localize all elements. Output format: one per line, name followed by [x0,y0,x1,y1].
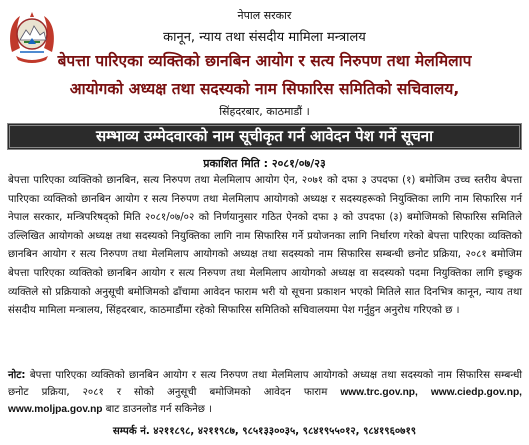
secretariat-title-line2: आयोगको अध्यक्ष तथा सदस्यको नाम सिफारिस समितिको सचिवालय, [69,80,460,98]
notice-body: बेपत्ता पारिएका व्यक्तिको छानबिन, सत्य निरुपण तथा मेलमिलाप आयोग ऐन, २०७१ को दफा ३ उपदफा (१) बमोजिम उच्च स्तरीय बेपत्ता पारिएका व्यक्तिको छानबिन आयोग र सत्य निरुपण तथा मेलमिलाप आयोगको अध्यक्ष र सदस्यहरूको नियुक्तिका लागि नाम सिफारिस गर्न नेपाल सरकार, मन्त्रिपरिषद्को मिति २०८१/०७/०२ को निर्णयानुसार गठित ऐनको दफा ३ को उपदफा (३) बमोजिमको सिफारिस समितिले उल्लिखित आयोगको अध्यक्ष तथा सदस्यको नियुक्तिका लागि नाम सिफारिस गर्ने प्रयोजनका लागि निर्धारण गरेको बेपत्ता पारिएका व्यक्तिको छानबिन आयोग र सत्य निरुपण तथा मेलमिलाप आयोगको अध्यक्ष तथा सदस्यको नाम सिफारिस सम्बन्धी छनोट प्रक्रिया, २०८१ बमोजिम बेपत्ता पारिएका व्यक्तिको छानबिन आयोग र सत्य निरुपण तथा मेलमिलाप आयोगको अध्यक्ष वा सदस्यको पदमा नियुक्तिका लागि इच्छुक व्यक्तिले सो प्रक्रियाको अनुसूची बमोजिमको ढाँचामा आवेदन फाराम भरी यो सूचना प्रकाशन भएको मितिले सात दिनभित्र कानून, न्याय तथा संसदीय मामिला मन्त्रालय, सिंहदरबार, काठमाडौंमा रहेको सिफारिस समितिको सचिवालयमा पेश गर्नुहुन अनुरोध गरिएको छ । [8,175,522,317]
moljpa-website-link[interactable]: www.moljpa.gov.np [8,403,103,415]
trc-website-link[interactable]: www.trc.gov.np, [340,386,418,398]
secretariat-title-line1: बेपत्ता पारिएका व्यक्तिको छानबिन आयोग र सत्य निरुपण तथा मेलमिलाप [57,52,472,70]
note-text-end: बाट डाउनलोड गर्न सकिनेछ । [105,403,213,415]
note-text: बेपत्ता पारिएका व्यक्तिको छानबिन आयोग र सत्य निरुपण तथा मेलमिलाप आयोगको अध्यक्ष तथा सदस्यको नाम सिफारिस सम्बन्धी छनोट प्रक्रिया, २०८१ र सोको अनुसूची बमोजिमको आवेदन फाराम [8,370,522,398]
notice-banner: सम्भाव्य उम्मेदवारको नाम सूचीकृत गर्न आवेदन पेश गर्ने सूचना [7,123,522,150]
published-date-label: प्रकाशित मिति : [203,157,269,170]
contact-value: ४२११८९८, ४२११९८७, ९८५१३३००३५, ९८४१९५५०१२, ९८४१९६०७१९ [153,426,417,437]
notice-note [8,368,522,418]
published-date [0,156,529,171]
contact-label: सम्पर्क नं. [112,426,150,437]
government-name: नेपाल सरकार [237,9,292,22]
ciedp-website-link[interactable]: www.ciedp.gov.np, [430,386,522,398]
office-location: सिंहदरबार, काठमाडौं । [219,105,310,118]
published-date-value: २०८१/०७/२३ [271,157,326,170]
ministry-name: कानून, न्याय तथा संसदीय मामिला मन्त्रालय [163,30,366,45]
contact-numbers [0,423,529,437]
note-label: नोट: [8,370,26,381]
